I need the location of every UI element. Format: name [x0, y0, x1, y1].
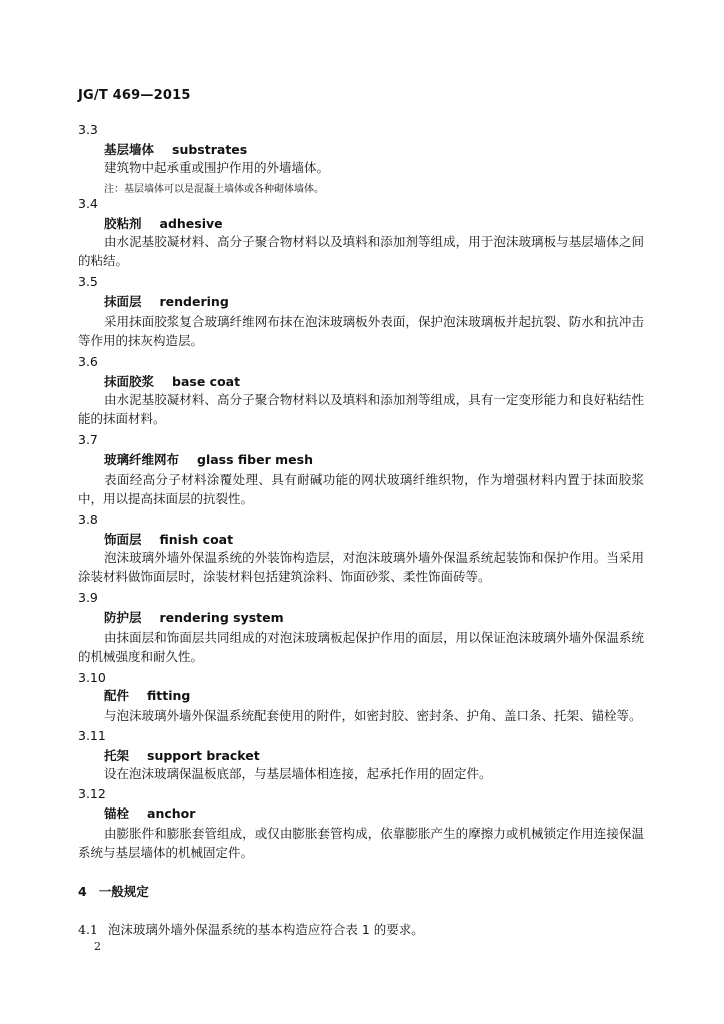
term-definition: 泡沫玻璃外墙外保温系统的外装饰构造层，对泡沫玻璃外墙外保温系统起装饰和保护作用。当采用涂装材料做饰面层时，涂装材料包括建筑涂料、饰面砂浆、柔性饰面砖等。 [78, 550, 644, 584]
term-chinese: 抹面层 [104, 294, 142, 309]
clause-number: 4.1 [78, 922, 98, 937]
term-english: anchor [147, 806, 196, 821]
clause-number: 3.9 [78, 590, 98, 605]
section-heading [78, 882, 149, 900]
clause-4-1 [78, 920, 424, 938]
term-heading [104, 804, 195, 822]
term-heading [104, 450, 313, 468]
clause-number: 3.12 [78, 786, 106, 801]
clause-number: 3.8 [78, 512, 98, 527]
term-english: finish coat [159, 532, 234, 547]
clause-number: 3.5 [78, 274, 98, 289]
section-number: 4 [78, 884, 87, 899]
term-heading [104, 214, 223, 232]
term-heading [104, 372, 240, 390]
term-definition: 由水泥基胶凝材料、高分子聚合物材料以及填料和添加剂等组成，用于泡沫玻璃板与基层墙体之间的粘结。 [78, 234, 644, 268]
term-definition: 由抹面层和饰面层共同组成的对泡沫玻璃板起保护作用的面层，用以保证泡沫玻璃外墙外保温系统的机械强度和耐久性。 [78, 630, 644, 664]
term-chinese: 锚栓 [104, 806, 130, 821]
term-definition: 由水泥基胶凝材料、高分子聚合物材料以及填料和添加剂等组成，具有一定变形能力和良好粘结性能的抹面材料。 [78, 392, 644, 426]
section-title: 一般规定 [98, 884, 149, 899]
page-number: 2 [94, 940, 101, 953]
term-definition: 设在泡沫玻璃保温板底部，与基层墙体相连接，起承托作用的固定件。 [104, 766, 492, 781]
term-chinese: 玻璃纤维网布 [104, 452, 180, 467]
term-heading [104, 746, 260, 764]
term-english: rendering [159, 294, 229, 309]
term-definition: 与泡沫玻璃外墙外保温系统配套使用的附件，如密封胶、密封条、护角、盖口条、托架、锚栓等。 [104, 708, 642, 723]
clause-number: 3.11 [78, 728, 106, 743]
clause-number: 3.4 [78, 196, 98, 211]
term-definition: 建筑物中起承重或围护作用的外墙墙体。 [104, 160, 330, 175]
term-chinese: 抹面胶浆 [104, 374, 155, 389]
term-chinese: 防护层 [104, 610, 142, 625]
term-english: rendering system [159, 610, 284, 625]
term-english: support bracket [147, 748, 260, 763]
term-heading [104, 292, 229, 310]
term-heading [104, 140, 247, 158]
term-english: substrates [172, 142, 248, 157]
term-chinese: 基层墙体 [104, 142, 155, 157]
clause-number: 3.6 [78, 354, 98, 369]
term-chinese: 配件 [104, 688, 130, 703]
term-definition: 采用抹面胶浆复合玻璃纤维网布抹在泡沫玻璃板外表面，保护泡沫玻璃板并起抗裂、防水和抗冲击等作用的抹灰构造层。 [78, 314, 644, 348]
clause-text: 泡沫玻璃外墙外保温系统的基本构造应符合表 1 的要求。 [107, 922, 424, 937]
term-heading [104, 686, 190, 704]
clause-number: 3.3 [78, 122, 98, 137]
term-english: adhesive [159, 216, 223, 231]
term-chinese: 托架 [104, 748, 130, 763]
term-english: fitting [147, 688, 191, 703]
standard-code-header: JG/T 469—2015 [78, 88, 191, 103]
term-heading [104, 608, 284, 626]
term-definition: 由膨胀件和膨胀套管组成，或仅由膨胀套管构成，依靠膨胀产生的摩擦力或机械锁定作用连接保温系统与基层墙体的机械固定件。 [78, 826, 644, 860]
term-english: base coat [172, 374, 241, 389]
clause-number: 3.10 [78, 670, 106, 685]
term-definition: 表面经高分子材料涂覆处理、具有耐碱功能的网状玻璃纤维织物，作为增强材料内置于抹面胶浆中，用以提高抹面层的抗裂性。 [78, 472, 644, 506]
term-chinese: 饰面层 [104, 532, 142, 547]
term-heading [104, 530, 233, 548]
term-english: glass fiber mesh [197, 452, 313, 467]
term-note: 注：基层墙体可以是混凝土墙体或各种砌体墙体。 [104, 184, 324, 195]
clause-number: 3.7 [78, 432, 98, 447]
term-chinese: 胶粘剂 [104, 216, 142, 231]
